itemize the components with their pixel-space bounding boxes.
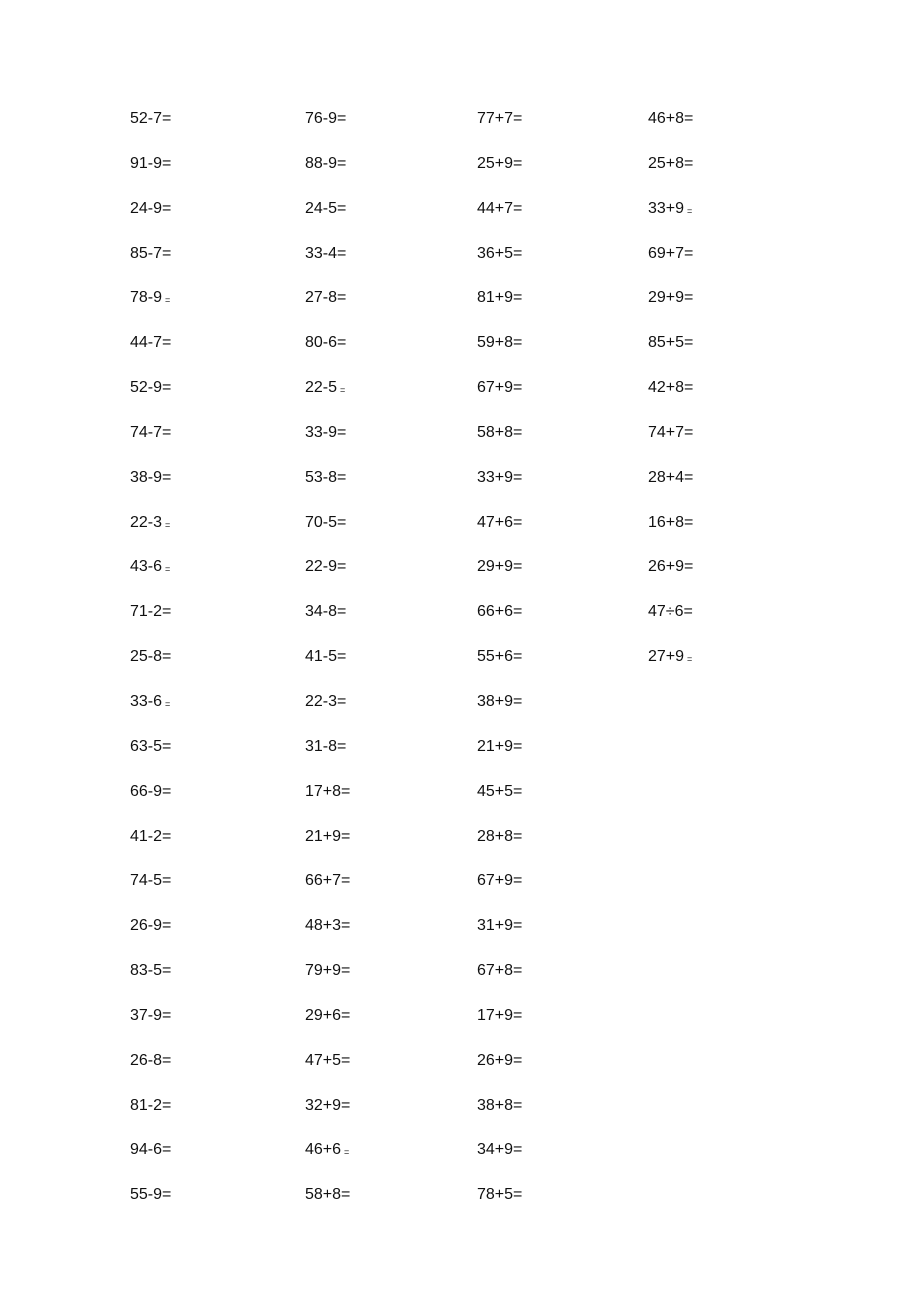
math-problem: 58+8= <box>305 1186 351 1204</box>
math-problem: 24-5= <box>305 199 347 217</box>
equals-sign: = <box>165 698 171 709</box>
math-problem: 78+5= <box>477 1186 523 1204</box>
math-problem: 16+8= <box>648 513 694 531</box>
math-problem: 34-8= <box>305 603 347 621</box>
math-problem <box>648 198 693 243</box>
math-problem: 66+6= <box>477 603 523 621</box>
math-problem: 28+8= <box>477 827 523 845</box>
problem-expression: 33-6 <box>130 692 163 710</box>
math-problem: 25+8= <box>648 154 694 172</box>
math-problem: 48+3= <box>305 917 351 935</box>
math-problem: 81+9= <box>477 289 523 307</box>
math-problem: 44-7= <box>130 334 172 352</box>
math-problem: 70-5= <box>305 513 347 531</box>
math-problem: 26+9= <box>648 558 694 576</box>
math-problem: 42+8= <box>648 379 694 397</box>
problem-expression: 22-5 <box>305 379 338 397</box>
math-problem: 47+6= <box>477 513 523 531</box>
math-problem: 52-7= <box>130 110 172 127</box>
math-problem <box>305 1139 350 1184</box>
math-problem: 21+9= <box>477 737 523 755</box>
math-problem: 29+6= <box>305 1006 351 1024</box>
math-problem: 85+5= <box>648 334 694 352</box>
math-problem: 38+9= <box>477 692 523 710</box>
math-problem: 24-9= <box>130 199 172 217</box>
problem-expression: 22-3 <box>130 513 163 531</box>
math-problem: 37-9= <box>130 1006 172 1024</box>
math-problem: 26+9= <box>477 1051 523 1069</box>
equals-sign: = <box>165 519 171 530</box>
math-problem: 17+8= <box>305 782 351 800</box>
math-problem: 76-9= <box>305 110 347 127</box>
math-problem: 33-4= <box>305 244 347 262</box>
math-problem: 66+7= <box>305 872 351 890</box>
equals-sign: = <box>165 564 171 575</box>
math-problem: 26-8= <box>130 1051 172 1069</box>
math-problem: 29+9= <box>477 558 523 576</box>
math-problem: 26-9= <box>130 917 172 935</box>
math-problem: 74-7= <box>130 423 172 441</box>
math-problem: 79+9= <box>305 962 351 980</box>
math-problem: 77+7= <box>477 110 523 127</box>
math-problem: 71-2= <box>130 603 172 621</box>
problem-column-4 <box>648 108 693 691</box>
math-problem: 34+9= <box>477 1141 523 1159</box>
problem-expression: 78-9 <box>130 289 163 307</box>
math-problem: 22-9= <box>305 558 347 576</box>
equals-sign: = <box>165 295 171 306</box>
problem-column-3 <box>477 108 522 1229</box>
math-problem: 80-6= <box>305 334 347 352</box>
math-problem: 66-9= <box>130 782 172 800</box>
math-problem <box>130 512 171 557</box>
math-problem: 69+7= <box>648 244 694 262</box>
math-problem: 88-9= <box>305 154 347 172</box>
math-problem: 25+9= <box>477 154 523 172</box>
math-problem: 63-5= <box>130 737 172 755</box>
math-problem: 33+9= <box>477 468 523 486</box>
math-problem: 81-2= <box>130 1096 172 1114</box>
problem-expression: 43-6 <box>130 558 163 576</box>
problem-column-2 <box>305 108 350 1229</box>
math-problem: 38-9= <box>130 468 172 486</box>
math-problem <box>130 691 171 736</box>
math-problem: 55-9= <box>130 1186 172 1204</box>
math-problem: 28+4= <box>648 468 694 486</box>
problem-expression: 33+9 <box>648 199 685 217</box>
math-problem: 91-9= <box>130 154 172 172</box>
math-problem: 52-9= <box>130 379 172 397</box>
math-problem: 59+8= <box>477 334 523 352</box>
math-problem: 67+9= <box>477 872 523 890</box>
math-problem <box>130 287 171 332</box>
math-problem: 36+5= <box>477 244 523 262</box>
math-problem: 21+9= <box>305 827 351 845</box>
math-problem: 67+8= <box>477 962 523 980</box>
problem-column-1 <box>130 108 171 1229</box>
math-problem: 94-6= <box>130 1141 172 1159</box>
math-problem: 22-3= <box>305 692 347 710</box>
equals-sign: = <box>340 385 346 396</box>
math-problem: 46+8= <box>648 110 694 127</box>
math-problem: 55+6= <box>477 648 523 666</box>
math-problem: 41-2= <box>130 827 172 845</box>
math-problem: 47÷6= <box>648 603 693 621</box>
math-problem: 25-8= <box>130 648 172 666</box>
math-problem: 74-5= <box>130 872 172 890</box>
math-problem: 74+7= <box>648 423 694 441</box>
math-problem <box>305 377 350 422</box>
math-problem: 31-8= <box>305 737 347 755</box>
math-problem: 27-8= <box>305 289 347 307</box>
equals-sign: = <box>687 205 693 216</box>
equals-sign: = <box>687 654 693 665</box>
math-problem: 32+9= <box>305 1096 351 1114</box>
math-problem: 29+9= <box>648 289 694 307</box>
math-problem: 31+9= <box>477 917 523 935</box>
equals-sign: = <box>344 1147 350 1158</box>
math-problem: 38+8= <box>477 1096 523 1114</box>
math-problem <box>648 646 693 691</box>
math-problem: 53-8= <box>305 468 347 486</box>
math-problem: 33-9= <box>305 423 347 441</box>
math-problem: 47+5= <box>305 1051 351 1069</box>
math-problem: 83-5= <box>130 962 172 980</box>
math-problem: 44+7= <box>477 199 523 217</box>
math-problem: 45+5= <box>477 782 523 800</box>
math-problem: 17+9= <box>477 1006 523 1024</box>
math-problem: 41-5= <box>305 648 347 666</box>
problem-expression: 46+6 <box>305 1141 342 1159</box>
math-problem: 58+8= <box>477 423 523 441</box>
math-problem: 67+9= <box>477 379 523 397</box>
math-problem <box>130 556 171 601</box>
problem-expression: 27+9 <box>648 648 685 666</box>
math-problem: 85-7= <box>130 244 172 262</box>
